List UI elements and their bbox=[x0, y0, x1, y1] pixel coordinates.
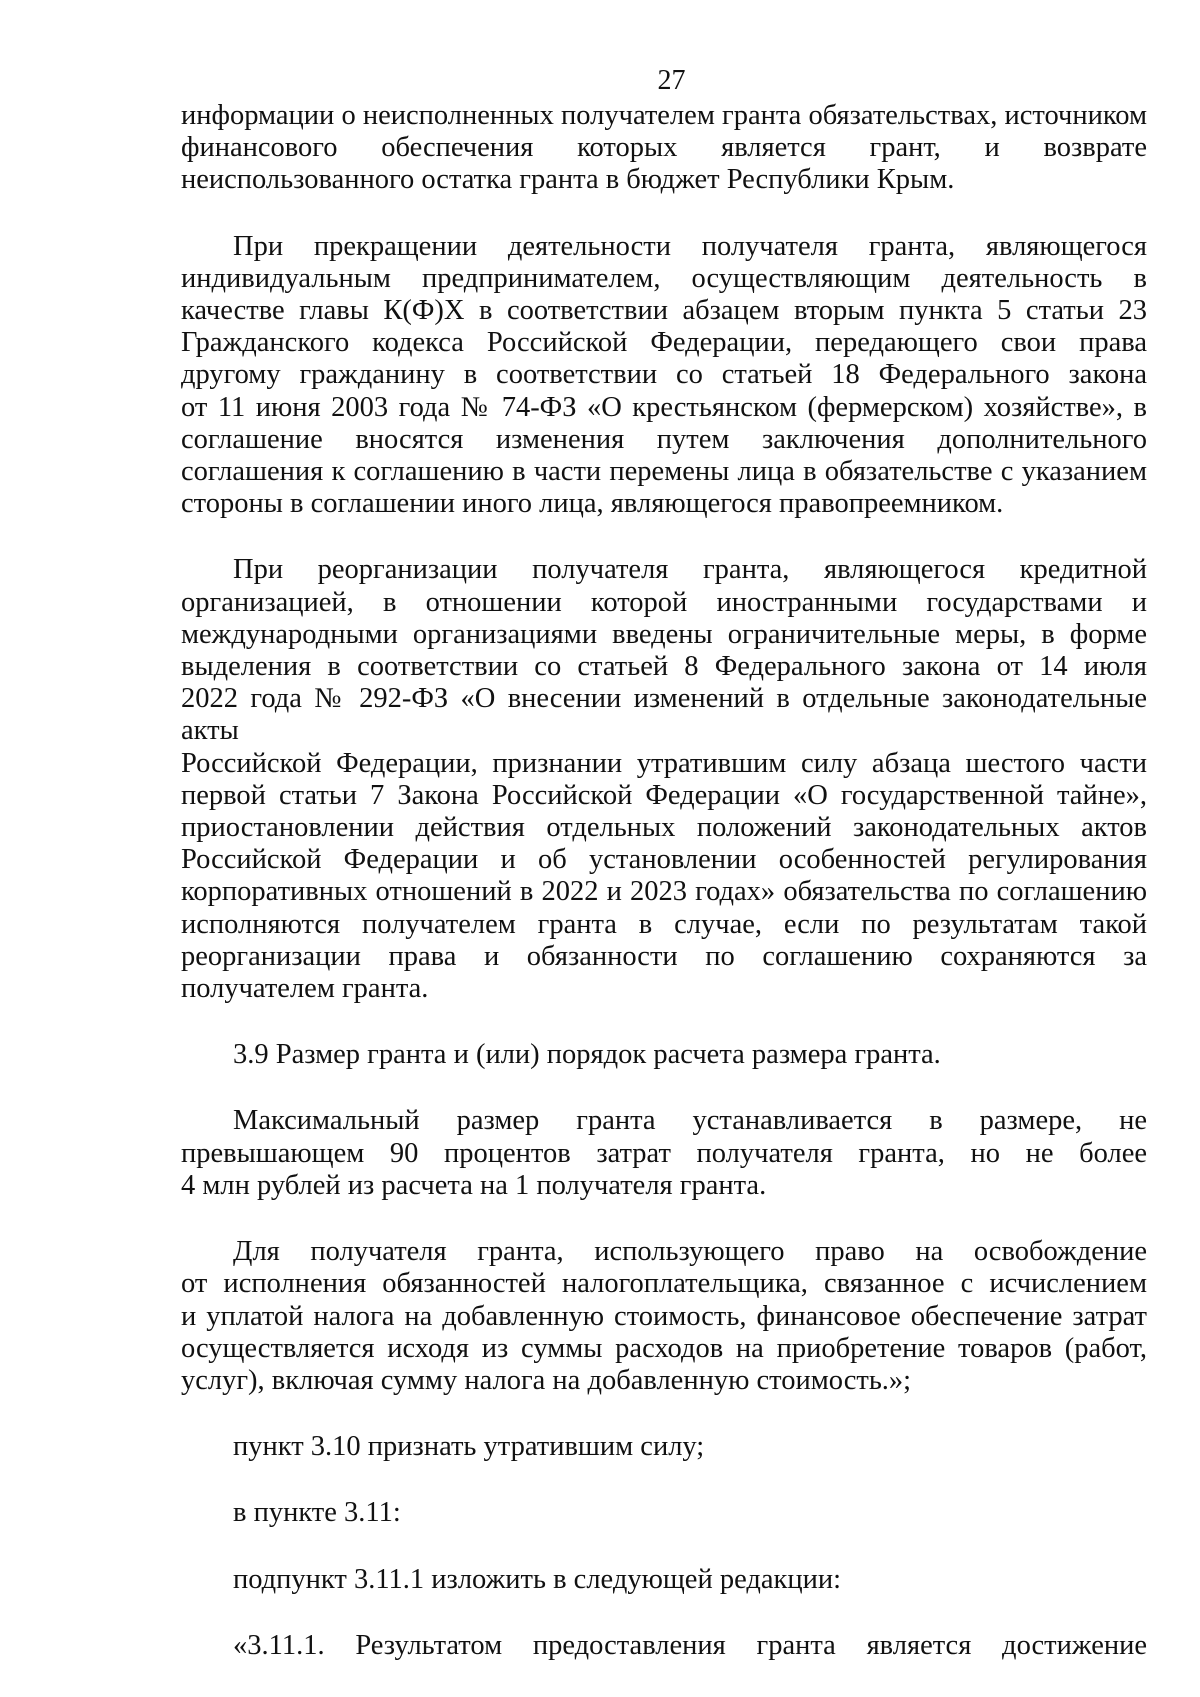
text-line: от исполнения обязанностей налогоплательщика, связанное с исчислением bbox=[181, 1268, 1147, 1300]
text-line: 2022 года № 292-ФЗ «О внесении изменений в отдельные законодательные акты bbox=[181, 683, 1147, 747]
text-line: реорганизации права и обязанности по соглашению сохраняются за bbox=[181, 940, 1147, 972]
text-line: Гражданского кодекса Российской Федерации, передающего свои права bbox=[181, 327, 1147, 359]
text-line: получателем гранта. bbox=[181, 973, 429, 1005]
text-line: стороны в соглашении иного лица, являющегося правопреемником. bbox=[181, 488, 1004, 520]
text-line: индивидуальным предпринимателем, осуществляющим деятельность в bbox=[181, 262, 1147, 294]
text-line: международными организациями введены ограничительные меры, в форме bbox=[181, 618, 1147, 650]
paragraph-vat-exemption bbox=[181, 1236, 1147, 1397]
paragraph-subclause-3-11-1-text bbox=[181, 1630, 1147, 1662]
paragraph-in-clause-3-11 bbox=[181, 1497, 1147, 1529]
page-number: 27 bbox=[657, 65, 686, 96]
text-line: первой статьи 7 Закона Российской Федерации «О государственной тайне», bbox=[181, 779, 1147, 811]
text-line: При прекращении деятельности получателя гранта, являющегося bbox=[233, 230, 1147, 262]
text-line: подпункт 3.11.1 изложить в следующей редакции: bbox=[233, 1563, 842, 1595]
text-line: информации о неисполненных получателем гранта обязательствах, источником bbox=[181, 100, 1147, 131]
text-line: осуществляется исходя из суммы расходов на приобретение товаров (работ, bbox=[181, 1332, 1147, 1364]
text-line: соглашения к соглашению в части перемены лица в обязательстве с указанием bbox=[181, 456, 1147, 488]
text-line: и уплатой налога на добавленную стоимость, финансовое обеспечение затрат bbox=[181, 1300, 1147, 1332]
text-line: 3.9 Размер гранта и (или) порядок расчета размера гранта. bbox=[233, 1039, 941, 1071]
text-line: выделения в соответствии со статьей 8 Федерального закона от 14 июля bbox=[181, 651, 1147, 683]
text-line: в пункте 3.11: bbox=[233, 1497, 401, 1529]
paragraph-reorganization bbox=[181, 554, 1147, 1005]
text-line: Российской Федерации, признании утратившим силу абзаца шестого части bbox=[181, 747, 1147, 779]
text-line: услуг), включая сумму налога на добавленную стоимость.»; bbox=[181, 1364, 912, 1396]
text-line: превышающем 90 процентов затрат получателя гранта, но не более bbox=[181, 1137, 1147, 1169]
text-line: приостановлении действия отдельных положений законодательных актов bbox=[181, 812, 1147, 844]
document-body bbox=[181, 100, 1147, 1662]
paragraph-clause-3-10-repealed bbox=[181, 1431, 1147, 1463]
text-line: пункт 3.10 признать утратившим силу; bbox=[233, 1431, 705, 1463]
section-heading-3-9 bbox=[181, 1039, 1147, 1071]
text-line: Для получателя гранта, использующего право на освобождение bbox=[233, 1236, 1147, 1268]
text-line: от 11 июня 2003 года № 74-ФЗ «О крестьянском (фермерском) хозяйстве», в bbox=[181, 391, 1147, 423]
text-line: Российской Федерации и об установлении особенностей регулирования bbox=[181, 844, 1147, 876]
paragraph-termination-of-activity bbox=[181, 231, 1147, 521]
paragraph-grant-obligations-info bbox=[181, 100, 1147, 197]
text-line: другому гражданину в соответствии со статьей 18 Федерального закона bbox=[181, 359, 1147, 391]
text-line: финансового обеспечения которых является грант, и возврате bbox=[181, 132, 1147, 164]
text-line: «3.11.1. Результатом предоставления гранта является достижение bbox=[233, 1629, 1147, 1661]
text-line: 4 млн рублей из расчета на 1 получателя гранта. bbox=[181, 1169, 767, 1201]
text-line: исполняются получателем гранта в случае, если по результатам такой bbox=[181, 908, 1147, 940]
text-line: неиспользованного остатка гранта в бюджет Республики Крым. bbox=[181, 164, 955, 196]
paragraph-max-grant-size bbox=[181, 1105, 1147, 1202]
paragraph-subclause-3-11-1-intro bbox=[181, 1564, 1147, 1596]
text-line: организацией, в отношении которой иностранными государствами и bbox=[181, 586, 1147, 618]
text-line: При реорганизации получателя гранта, являющегося кредитной bbox=[233, 554, 1147, 586]
text-line: корпоративных отношений в 2022 и 2023 годах» обязательства по соглашению bbox=[181, 876, 1147, 908]
text-line: соглашение вносятся изменения путем заключения дополнительного bbox=[181, 423, 1147, 455]
text-line: качестве главы К(Ф)Х в соответствии абзацем вторым пункта 5 статьи 23 bbox=[181, 295, 1147, 327]
text-line: Максимальный размер гранта устанавливается в размере, не bbox=[233, 1105, 1147, 1137]
